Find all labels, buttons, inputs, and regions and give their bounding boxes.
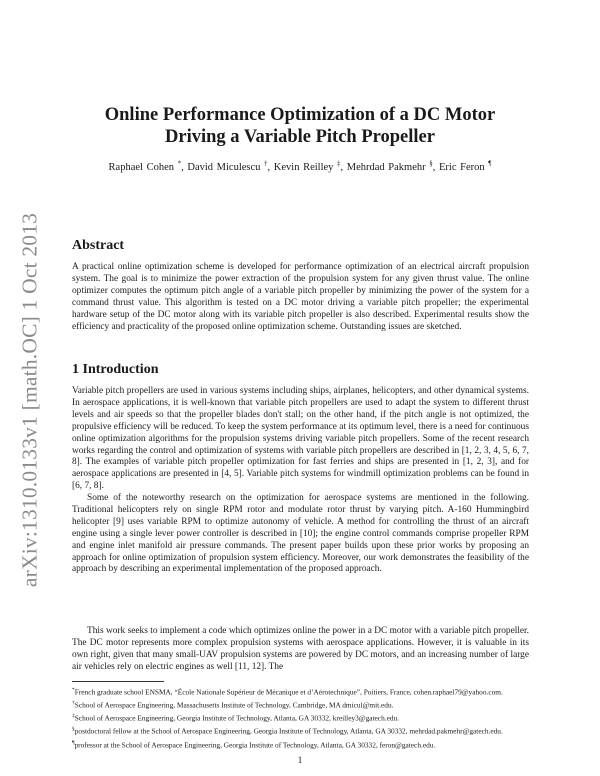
paper-title xyxy=(70,104,530,148)
footnote-item: §postdoctoral fellow at the School of Aerospace Engineering, Georgia Institute of Technology, Atlanta, GA 30332, mehrdad.pakmehr@gatech.edu. xyxy=(72,726,503,736)
footnotes xyxy=(72,686,529,752)
footnote-divider xyxy=(72,681,164,682)
author: Kevin Reilley ‡, xyxy=(273,159,344,173)
page-number: 1 xyxy=(297,756,303,766)
arxiv-identifier: arXiv:1310.0133v1 [math.OC] 1 Oct 2013 xyxy=(17,212,42,588)
intro-paragraph-3: This work seeks to implement a code which optimizes online the power in a DC motor with a variable pitch propeller. The DC motor represents more complex propulsion systems with aerospace applications. However, it is valuable in its own right, given that many small-UAV propulsion systems are powered by DC motors, and an increasing number of large air vehicles rely on electric engines as well [11, 12]. The xyxy=(72,626,529,672)
section-heading-introduction: 1 Introduction xyxy=(72,362,159,377)
footnote-item: ¶professor at the School of Aerospace Engineering, Georgia Institute of Technology, Atlanta, GA 30332, feron@gatech.edu. xyxy=(72,739,436,749)
arxiv-sidebar-stamp xyxy=(12,200,48,600)
footnote-item: ‡School of Aerospace Engineering, Georgia Institute of Technology, Atlanta, GA 30332, kreilley3@gatech.edu. xyxy=(72,713,400,723)
title-line-1: Online Performance Optimization of a DC Motor xyxy=(104,105,496,125)
intro-paragraph-1: Variable pitch propellers are used in various systems including ships, airplanes, helicopters, and other dynamical systems. In aerospace applications, it is well-known that variable pitch propellers are used to adapt the system to different thrust levels and air speeds so that the propeller blades don't stall; on the other hand, if the pitch angle is not optimized, the propulsive efficiency will be reduced. To keep the system performance at its optimum level, there is a need for continuous online optimization algorithms for the propulsion systems driving variable pitch propellers. Some of the recent research works regarding the control and optimization of systems with variable pitch propellers are described in [1, 2, 3, 4, 5, 6, 7, 8]. The examples of variable pitch propeller optimization for fast ferries and ships are presented in [1, 2, 3], and for aerospace applications are presented in [4, 5]. Variable pitch systems for windmill optimization problems can be found in [6, 7, 8]. xyxy=(72,386,529,492)
footnote-item: *French graduate school ENSMA, “École Nationale Supérieur de Mécanique et d’Aérotechnique”, Poitiers, France, cohen.raphael79@yahoo.com. xyxy=(72,687,503,697)
footnote-item: †School of Aerospace Engineering, Massachusetts Institute of Technology, Cambridge, MA dmicul@mit.edu. xyxy=(72,700,394,710)
author: David Miculescu †, xyxy=(187,159,271,173)
title-line-2: Driving a Variable Pitch Propeller xyxy=(165,127,435,147)
author-list xyxy=(70,159,530,173)
author: Mehrdad Pakmehr §, xyxy=(346,159,436,173)
author: Eric Feron ¶ xyxy=(439,159,492,173)
abstract-heading: Abstract xyxy=(72,238,125,253)
author: Raphael Cohen *, xyxy=(108,159,184,173)
intro-paragraph-2: Some of the noteworthy research on the optimization for aerospace systems are mentioned in the following. Traditional helicopters rely on single RPM rotor and modulate rotor thrust by varying pitch. A-160 Hummingbird helicopter [9] uses variable RPM to optimize autonomy of vehicle. A method for controlling the thrust of an aircraft engine using a single lever power controller is described in [10]; the engine control commands comprise propeller RPM and engine inlet manifold air pressure commands. The present paper builds upon these prior works by proposing an approach for online optimization of propulsion system efficiency. Moreover, our work demonstrates the feasibility of the approach by describing an experimental implementation of the proposed approach. xyxy=(72,493,529,575)
abstract-text: A practical online optimization scheme is developed for performance optimization of an electrical aircraft propulsion system. The goal is to minimize the power extraction of the propulsion system for any given thrust value. The online optimizer computes the optimum pitch angle of a variable pitch propeller by minimizing the power of the system for a command thrust value. This algorithm is tested on a DC motor driving a variable pitch propeller; the experimental hardware setup of the DC motor along with its variable pitch propeller is also described. Experimental results show the efficiency and practicality of the proposed online optimization scheme. Outstanding issues are sketched. xyxy=(72,262,529,332)
